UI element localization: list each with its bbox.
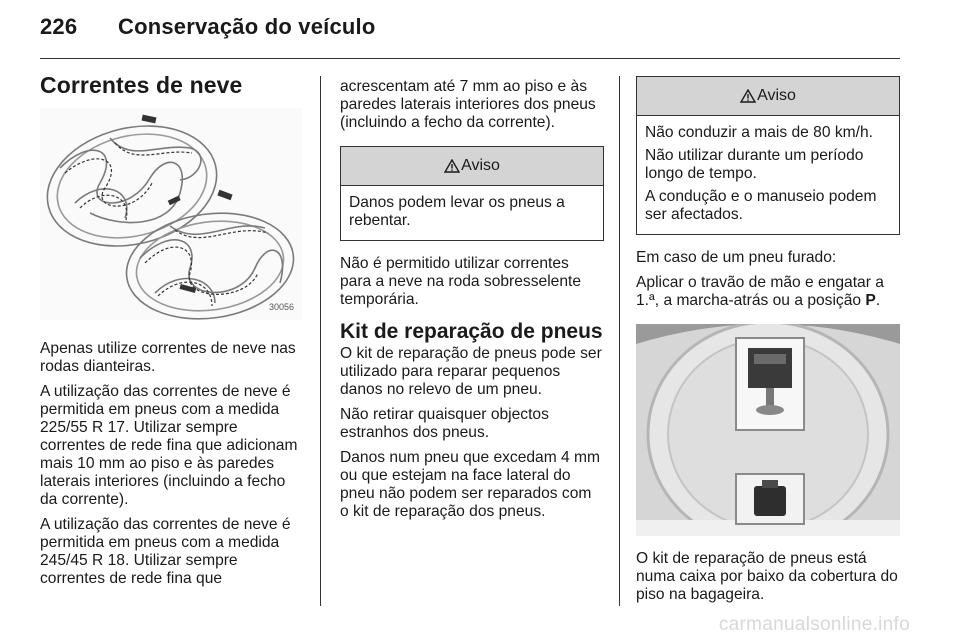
tyre-repair-kit-photo [636,324,900,536]
paragraph: Danos num pneu que excedam 4 mm ou que estejam na face lateral do pneu não podem ser reparados com o kit de reparação dos pneus. [340,449,601,520]
warning-body [637,116,899,234]
paragraph: acrescentam até 7 mm ao piso e às paredes laterais interiores dos pneus (incluindo a fecho da corrente). [340,78,596,131]
snow-chains-drawing [40,108,302,320]
warning-line: Não utilizar durante um período longo de tempo. [645,147,864,182]
warning-line: A condução e o manuseio podem ser afectados. [645,188,877,223]
snow-chains-heading: Correntes de neve [40,72,243,98]
warning-triangle-icon [740,89,756,103]
column-3 [636,76,900,611]
watermark: carmanualsonline.info [718,614,910,635]
warning-title: Aviso [461,157,500,174]
paragraph: Não retirar quaisquer objectos estranhos dos pneus. [340,406,549,441]
warning-line: Não conduzir a mais de 80 km/h. [645,124,873,141]
warning-box [636,76,900,235]
gear-position-p: P [865,292,876,309]
column-divider-1 [320,76,321,606]
warning-title: Aviso [757,87,796,104]
tyre-repair-kit-heading: Kit de reparação de pneus [340,320,603,343]
figure-code: 30056 [268,302,294,312]
page-header [40,14,376,40]
paragraph [636,274,900,310]
paragraph: Não é permitido utilizar correntes para a neve na roda sobresselente temporária. [340,255,582,308]
warning-box [340,146,604,241]
paragraph-end: . [875,292,881,309]
paragraph: Em caso de um pneu furado: [636,249,837,266]
paragraph: Apenas utilize correntes de neve nas rodas dianteiras. [40,340,296,375]
warning-triangle-icon [444,159,460,173]
header-divider [40,58,900,59]
warning-header [637,77,899,116]
warning-header [341,147,603,186]
paragraph: O kit de reparação de pneus pode ser utilizado para reparar pequenos danos no relevo de um pneu. [340,345,602,398]
trunk-compartment-drawing [636,324,900,536]
section-title: Conservação do veículo [118,14,376,39]
paragraph: A utilização das correntes de neve é permitida em pneus com a medida 225/55 R 17. Utilizar sempre correntes de rede fina que adicionam mais 10 mm ao piso e às paredes laterais interiores (incluindo a fecho da corrente). [40,383,298,508]
paragraph-text: Aplicar o travão de mão e engatar a 1.ª, a marcha-atrás ou a posição [636,274,884,309]
column-1 [40,72,306,595]
warning-body [341,186,603,240]
column-divider-2 [619,76,620,606]
paragraph: A utilização das correntes de neve é permitida em pneus com a medida 245/45 R 18. Utilizar sempre correntes de rede fina que [40,516,291,587]
snow-chains-illustration [40,108,302,320]
column-2 [340,78,604,528]
warning-text: Danos podem levar os pneus a rebentar. [349,194,565,229]
photo-caption: O kit de reparação de pneus está numa caixa por baixo da cobertura do piso na bagageira. [636,550,898,603]
page-number: 226 [40,14,78,39]
